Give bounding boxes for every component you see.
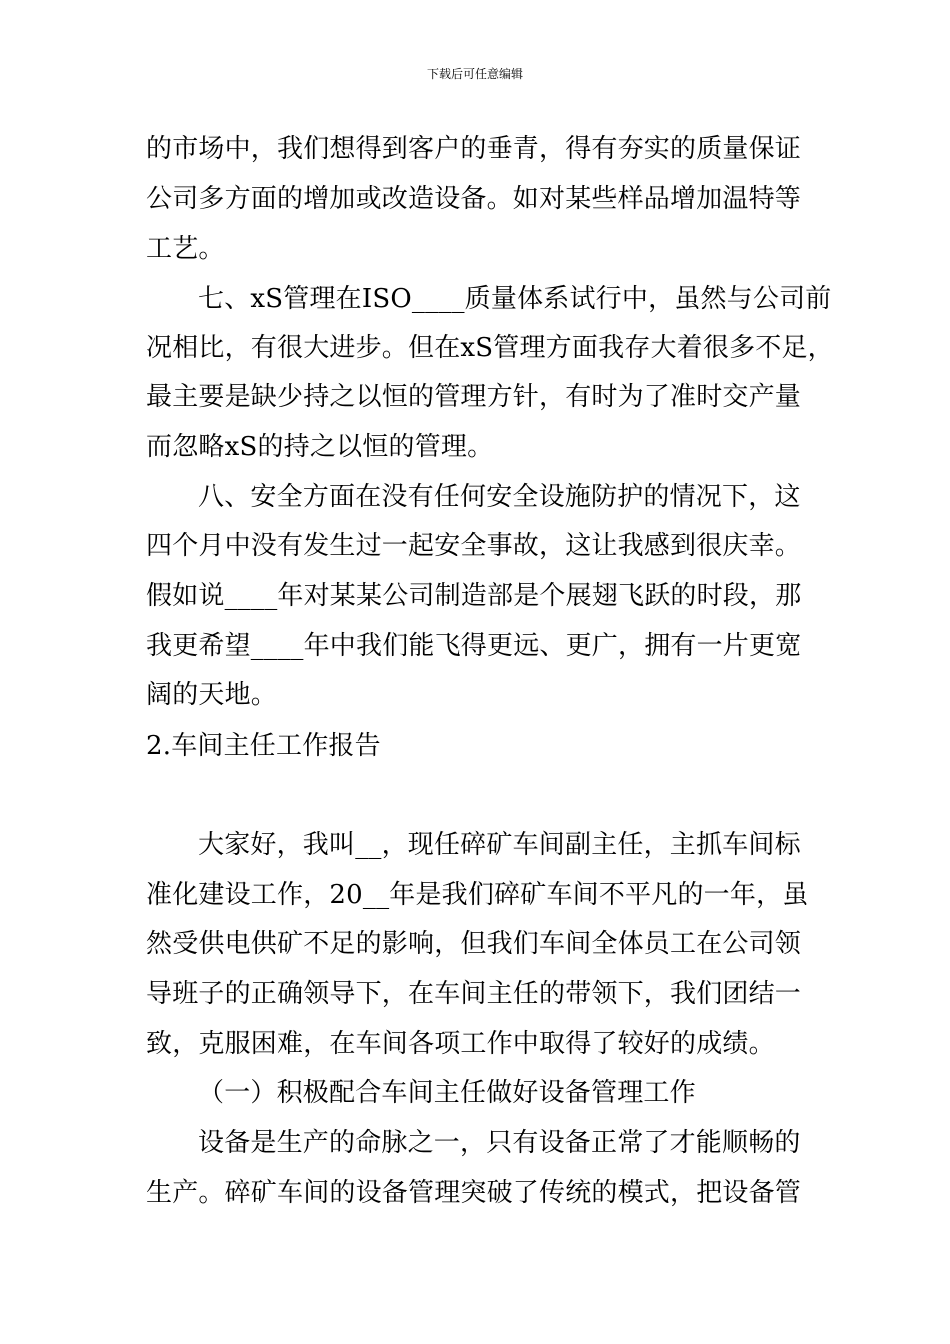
text-line: 大家好，我叫__，现任碎矿车间副主任，主抓车间标 [198, 830, 801, 860]
sub-heading: （一）积极配合车间主任做好设备管理工作 [198, 1078, 696, 1108]
text-line: 生产。碎矿车间的设备管理突破了传统的模式，把设备管 [146, 1178, 802, 1208]
text-line: 八、安全方面在没有任何安全设施防护的情况下，这 [198, 482, 801, 512]
text-line: 我更希望____年中我们能飞得更远、更广，拥有一片更宽 [146, 631, 802, 661]
text-line: 设备是生产的命脉之一，只有设备正常了才能顺畅的 [198, 1128, 801, 1158]
text-line: 况相比，有很大进步。但在xS管理方面我存大着很多不足， [146, 333, 834, 363]
text-line: 七、xS管理在ISO____质量体系试行中，虽然与公司前 [198, 284, 832, 314]
text-line: 工艺。 [146, 234, 225, 264]
text-line: 四个月中没有发生过一起安全事故，这让我感到很庆幸。 [146, 531, 802, 561]
page-header: 下载后可任意编辑 [426, 67, 523, 81]
section-heading: 2.车间主任工作报告 [146, 731, 381, 761]
text-line: 然受供电供矿不足的影响，但我们车间全体员工在公司领 [146, 929, 802, 959]
text-line: 致，克服困难，在车间各项工作中取得了较好的成绩。 [146, 1029, 775, 1059]
text-line: 假如说____年对某某公司制造部是个展翅飞跃的时段，那 [146, 581, 802, 611]
text-line: 导班子的正确领导下，在车间主任的带领下，我们团结一 [146, 979, 802, 1009]
text-line: 阔的天地。 [146, 680, 278, 710]
text-line: 最主要是缺少持之以恒的管理方针，有时为了准时交产量 [146, 382, 802, 412]
text-line: 而忽略xS的持之以恒的管理。 [146, 432, 494, 462]
text-line: 准化建设工作，20__年是我们碎矿车间不平凡的一年，虽 [146, 880, 809, 910]
text-line: 公司多方面的增加或改造设备。如对某些样品增加温特等 [146, 184, 802, 214]
text-line: 的市场中，我们想得到客户的垂青，得有夯实的质量保证 [146, 134, 802, 164]
